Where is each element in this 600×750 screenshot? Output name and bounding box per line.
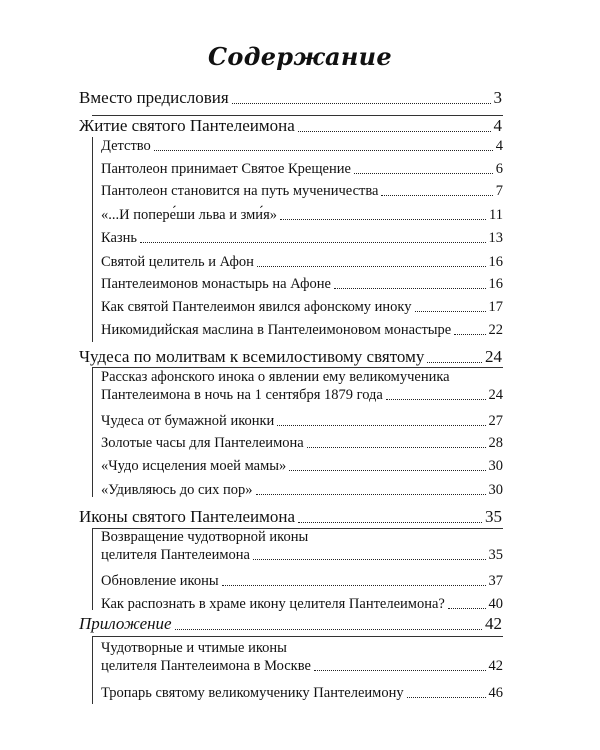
toc-page-number: 30 [488,458,503,474]
toc-subsection[interactable] [0,253,600,271]
dot-leader [427,361,482,363]
toc-subsection[interactable] [0,206,600,224]
dot-leader [289,469,485,471]
toc-page-number: 30 [488,482,503,498]
toc-page-number: 42 [488,658,503,674]
toc-subsection[interactable] [0,457,600,475]
dot-leader [222,584,486,586]
toc-entry-title: целителя Пантелеимона [101,547,250,563]
dot-leader [140,241,485,243]
toc-page-number: 13 [488,230,503,246]
toc-page-number: 22 [488,322,503,338]
toc-page-number: 37 [488,573,503,589]
toc-entry-title: «...И попере́ши льва и зми́я» [101,207,277,223]
toc-subsection[interactable] [0,434,600,452]
dot-leader [253,558,486,560]
toc-entry-title: Детство [101,138,151,154]
toc-entry-title-line: Чудотворные и чтимые иконы [101,640,287,656]
toc-entry-title: Тропарь святому великомученику Пантелеимону [101,685,404,701]
toc-page-number: 40 [488,596,503,612]
toc-entry-title: Вместо предисловия [79,88,229,107]
toc-page-number: 27 [488,413,503,429]
toc-page-number: 46 [488,685,503,701]
toc-page-number: 3 [493,88,502,107]
toc-page-number: 42 [485,614,502,633]
toc-subsection[interactable] [0,368,600,404]
dot-leader [448,607,486,609]
dot-leader [298,130,491,132]
toc-subsection[interactable] [0,137,600,155]
toc-subsection[interactable] [0,481,600,499]
toc-page-number: 24 [485,347,502,366]
dot-leader [256,493,486,495]
dot-leader [280,218,486,220]
toc-entry-title: Пантолеон принимает Святое Крещение [101,161,351,177]
toc-page-number: 4 [495,138,503,154]
toc-page-number: 24 [488,387,503,403]
toc-entry-title: Пантолеон становится на путь мученичества [101,183,379,199]
toc-section[interactable] [0,507,600,527]
toc-entry-title: целителя Пантелеимона в Москве [101,658,311,674]
toc-subsection[interactable] [0,639,600,675]
toc-subsection[interactable] [0,275,600,293]
toc-page-number: 6 [495,161,503,177]
toc-entry-title: Чудеса от бумажной иконки [101,413,275,429]
toc-page-number: 11 [489,207,503,223]
toc-subsection[interactable] [0,321,600,339]
toc-subsection[interactable] [0,229,600,247]
toc-entry-title: Приложение [79,614,172,633]
toc-page-number: 4 [493,116,502,135]
toc-page-number: 7 [495,183,503,199]
toc-page-number: 16 [488,276,503,292]
toc-page-number: 35 [488,547,503,563]
toc-entry-title: Никомидийская маслина в Пантелеимоновом монастыре [101,322,452,338]
dot-leader [354,172,493,174]
dot-leader [381,194,492,196]
toc-entry-title: Пантелеимона в ночь на 1 сентября 1879 года [101,387,383,403]
dot-leader [386,398,486,400]
toc-entry-title: Чудеса по молитвам к всемилостивому святому [79,347,425,366]
toc-entry-title: Как святой Пантелеимон явился афонскому иноку [101,299,412,315]
toc-section[interactable] [0,614,600,634]
dot-leader [154,149,493,151]
toc-section[interactable] [0,88,600,108]
dot-leader [277,424,485,426]
toc-subsection[interactable] [0,160,600,178]
dot-leader [307,446,486,448]
dot-leader [257,265,486,267]
toc-subsection[interactable] [0,182,600,200]
toc-entry-title-line: Рассказ афонского инока о явлении ему великомученика [101,369,450,385]
toc-entry-title: Иконы святого Пантелеимона [79,507,296,526]
toc-subsection[interactable] [0,298,600,316]
toc-page-number: 16 [488,254,503,270]
toc-page-number: 17 [488,299,503,315]
dot-leader [454,333,485,335]
page-title: Содержание [208,42,392,71]
toc-section[interactable] [0,347,600,367]
toc-page-number: 28 [488,435,503,451]
toc-subsection[interactable] [0,684,600,702]
dot-leader [407,696,486,698]
dot-leader [298,521,482,523]
toc-entry-title: Казнь [101,230,138,246]
toc-page-number: 35 [485,507,502,526]
toc-entry-title: «Чудо исцеления моей мамы» [101,458,287,474]
dot-leader [314,669,486,671]
toc-entry-title: Житие святого Пантелеимона [79,116,295,135]
toc-subsection[interactable] [0,528,600,564]
toc-entry-title: Святой целитель и Афон [101,254,254,270]
toc-subsection[interactable] [0,412,600,430]
toc-entry-title: Пантелеимонов монастырь на Афоне [101,276,331,292]
dot-leader [232,102,491,104]
toc-entry-title-line: Возвращение чудотворной иконы [101,529,309,545]
toc-entry-title: Как распознать в храме икону целителя Пантелеимона? [101,596,445,612]
dot-leader [334,287,486,289]
toc-entry-title: Обновление иконы [101,573,219,589]
dot-leader [175,628,482,630]
toc-entry-title: «Удивляюсь до сих пор» [101,482,253,498]
dot-leader [415,310,486,312]
toc-entry-title: Золотые часы для Пантелеимона [101,435,304,451]
toc-section[interactable] [0,116,600,136]
toc-subsection[interactable] [0,595,600,613]
toc-subsection[interactable] [0,572,600,590]
